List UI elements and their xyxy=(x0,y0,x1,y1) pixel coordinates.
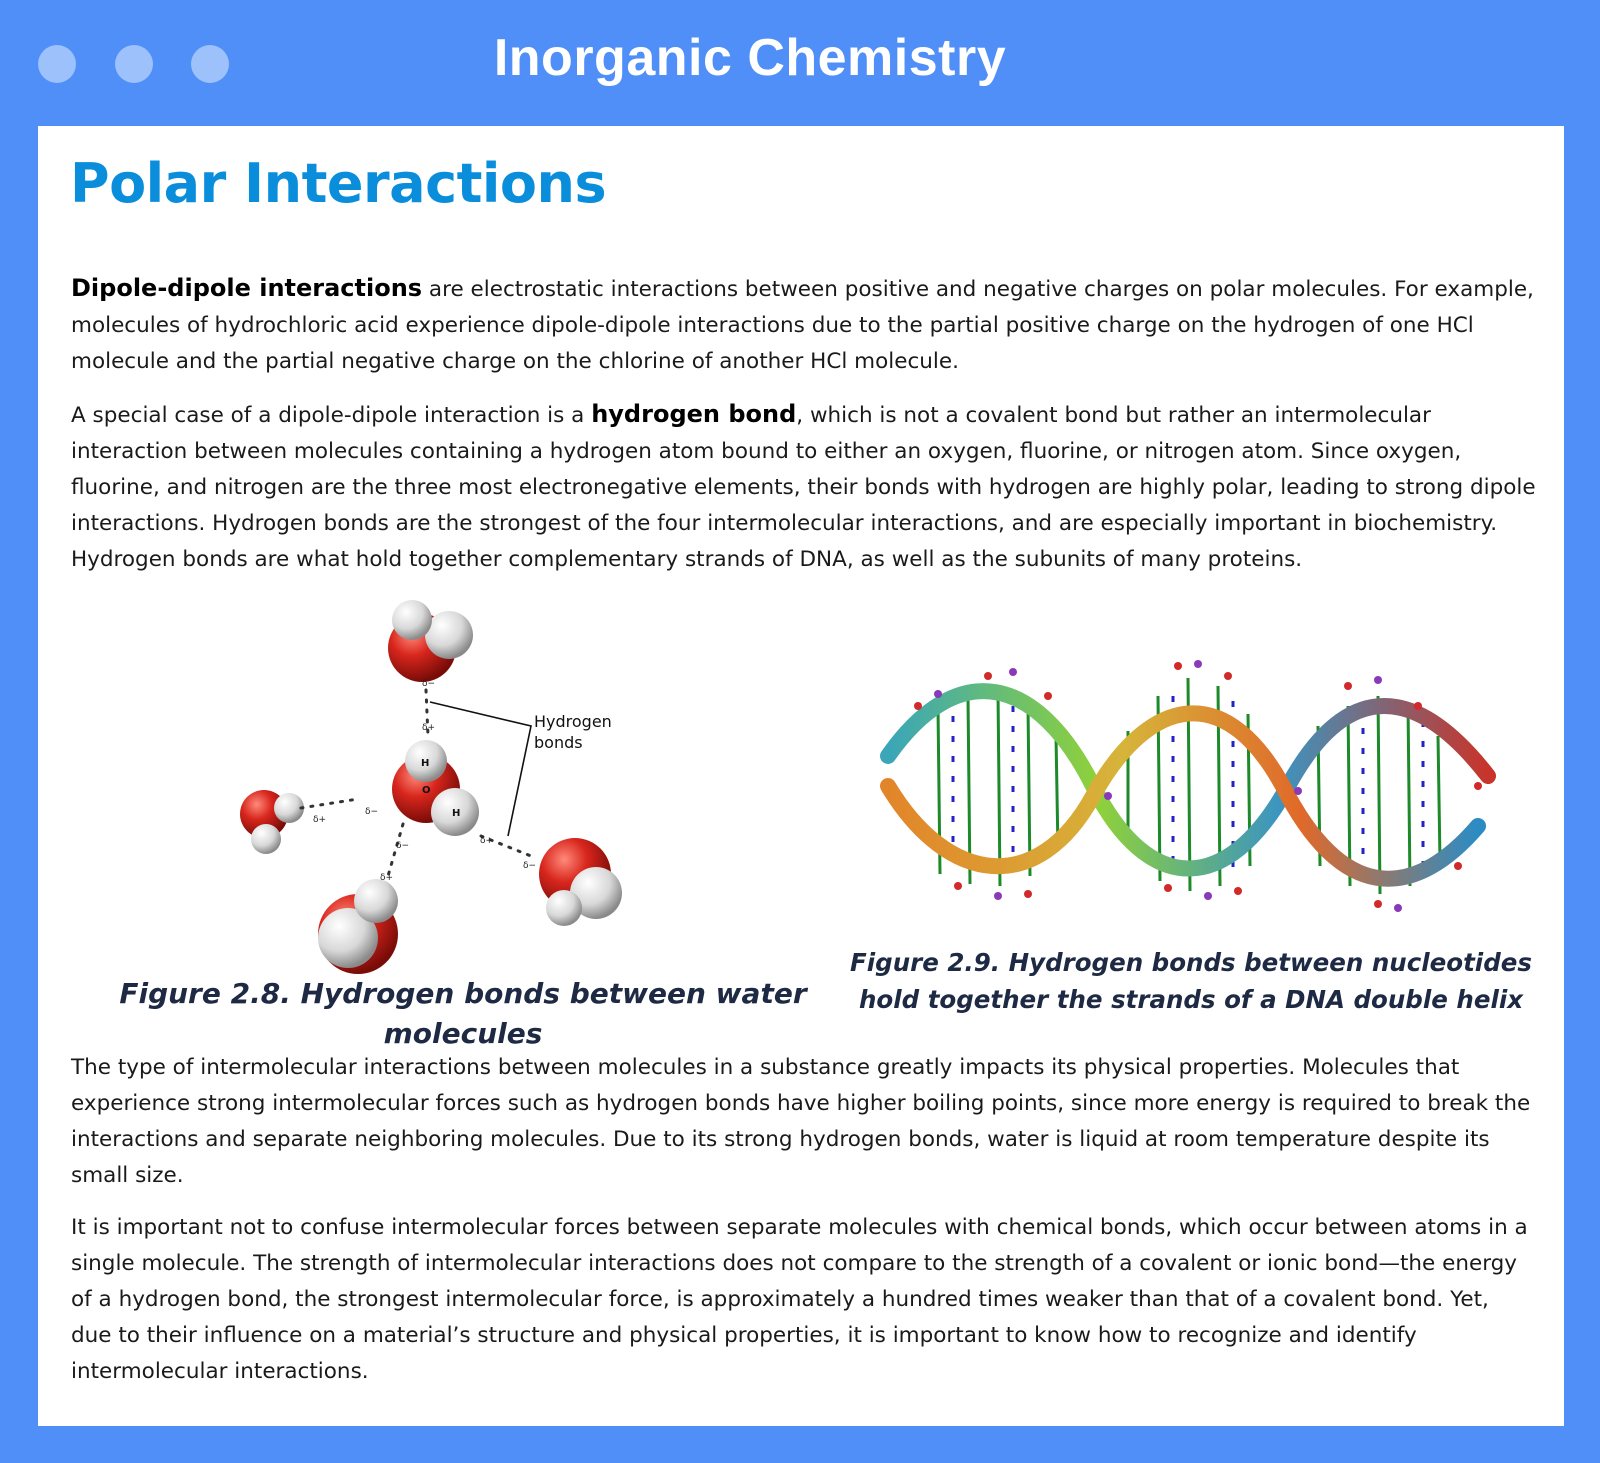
dna-strand-b xyxy=(888,713,1478,878)
delta-minus-label: δ− xyxy=(523,861,537,871)
term-hydrogen-bond: hydrogen bond xyxy=(591,400,797,428)
atom-hydrogen-label: H xyxy=(452,808,461,819)
paragraph-text: are electrostatic interactions between positive and negative charges on polar molecules. For example, molecules of hydrochloric acid experience dipole-dipole interactions due to the partial positive charge on the hydrogen of one HCl molecule and the partial negative charge on the chlorine of another HCl molecule. xyxy=(71,277,1534,374)
delta-plus-label: δ+ xyxy=(380,873,394,883)
atom-oxygen-label: O xyxy=(422,785,431,796)
window-titlebar xyxy=(0,0,1600,126)
hydrogen-bonds-label-line2: bonds xyxy=(534,733,583,752)
water-molecule-top xyxy=(388,600,473,682)
water-hydrogen-bonds-figure xyxy=(198,586,638,976)
delta-minus-label: δ− xyxy=(365,807,379,817)
atom-hydrogen-label: H xyxy=(421,758,430,769)
delta-plus-label: δ+ xyxy=(480,836,494,846)
paragraph-physical-properties: The type of intermolecular interactions between molecules in a substance greatly impacts its physical properties. Molecules that experience strong intermolecular forces such as hydrogen bonds have higher boiling points, since more energy is required to break the interactions and separate neighboring molecules. Due to its strong hydrogen bonds, water is liquid at room temperature despite its small size. xyxy=(71,1055,1531,1188)
term-dipole-dipole: Dipole-dipole interactions xyxy=(71,274,423,302)
delta-minus-label: δ− xyxy=(396,841,410,851)
water-molecule-bottom xyxy=(318,879,398,974)
paragraph-chemical-bonds: It is important not to confuse intermolecular forces between separate molecules with chemical bonds, which occur between atoms in a single molecule. The strength of intermolecular interactions does not compare to the strength of a covalent or ionic bond—the energy of a hydrogen bond, the strongest intermolecular force, is approximately a hundred times weaker than that of a covalent bond. Yet, due to their influence on a material’s structure and physical properties, it is important to know how to recognize and identify intermolecular interactions. xyxy=(71,1215,1528,1384)
delta-minus-label: δ− xyxy=(422,679,436,689)
figure-2-9-caption: Figure 2.9. Hydrogen bonds between nucleotides hold together the strands of a DNA double helix xyxy=(850,948,1532,1014)
content-panel xyxy=(38,126,1564,1426)
figure-2-8-caption: Figure 2.8. Hydrogen bonds between water molecules xyxy=(119,977,807,1050)
page-title: Polar Interactions xyxy=(70,152,607,215)
delta-plus-label: δ+ xyxy=(422,723,436,733)
water-molecule-left xyxy=(240,790,304,854)
dna-double-helix-figure xyxy=(878,636,1508,926)
water-molecule-right xyxy=(539,838,622,926)
water-molecule-center xyxy=(392,740,479,836)
paragraph-text: , which is not a covalent bond but rather an intermolecular interaction between molecules containing a hydrogen atom bound to either an oxygen, fluorine, or nitrogen atom. Since oxygen, fluorine, and nitrogen are the three most electronegative elements, their bonds with hydrogen are highly polar, leading to strong dipole interactions. Hydrogen bonds are the strongest of the four intermolecular interactions, and are especially important in biochemistry. Hydrogen bonds are what hold together complementary strands of DNA, as well as the subunits of many proteins. xyxy=(71,403,1536,572)
window-title: Inorganic Chemistry xyxy=(493,29,1007,87)
hydrogen-bonds-label-line1: Hydrogen xyxy=(534,712,612,731)
paragraph-hydrogen-bond xyxy=(71,396,1536,578)
paragraph-text: A special case of a dipole-dipole interaction is a xyxy=(71,403,592,428)
delta-plus-label: δ+ xyxy=(313,815,327,825)
paragraph-dipole xyxy=(71,270,1536,380)
